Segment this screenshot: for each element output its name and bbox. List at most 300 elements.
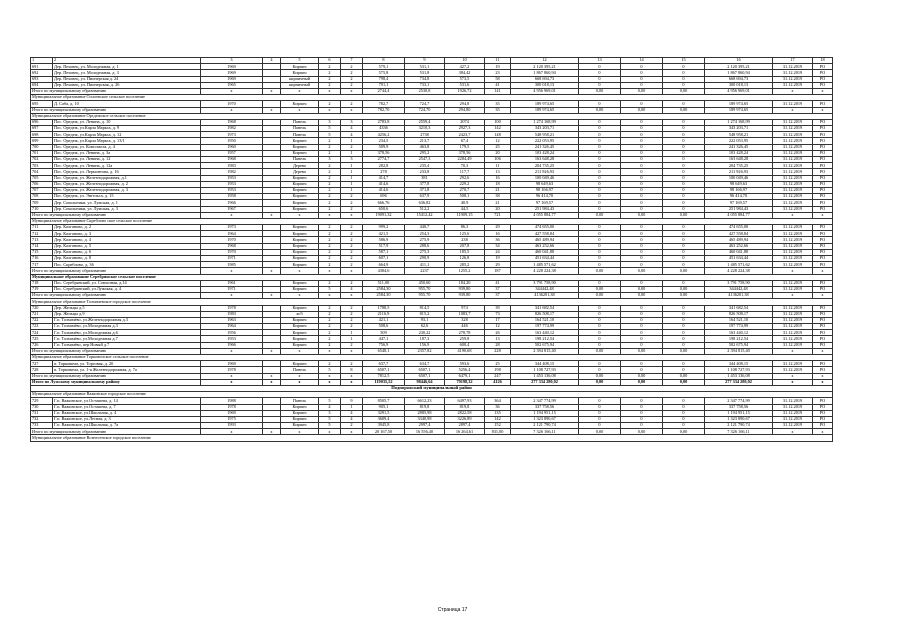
table-cell: 31.12.2019 <box>773 206 813 212</box>
table-cell: Г.п. Важинское, ул.Школьная, д. 4 <box>53 410 201 416</box>
table-cell: 2 <box>319 206 341 212</box>
table-cell: 328 <box>445 317 485 323</box>
table-cell: 460 041,88 <box>511 249 579 255</box>
table-cell: РО <box>813 150 833 156</box>
table-cell: Г.п. Толмачёво, ул.Молодежная д.6 <box>53 330 201 336</box>
table-cell: 31.12.2019 <box>773 342 813 348</box>
table-cell: 0 <box>621 398 663 404</box>
table-cell: 411,1 <box>405 262 445 268</box>
table-cell: 19 <box>485 256 511 262</box>
table-cell: 0 <box>579 132 621 138</box>
table-cell: 0 <box>579 262 621 268</box>
table-cell: 141 <box>485 88 511 94</box>
table-cell: 705 <box>31 175 53 181</box>
table-cell: x <box>341 88 363 94</box>
table-cell: 235,4 <box>405 163 445 169</box>
table-cell: 0,00 <box>579 373 621 379</box>
table-cell: 20 167,50 <box>363 429 405 435</box>
table-cell: 16 <box>705 58 773 64</box>
table-cell: 1 323 890,67 <box>511 416 579 422</box>
table-cell: 0 <box>621 416 663 422</box>
table-cell: 2 394 815,40 <box>511 348 579 354</box>
table-cell: 1969 <box>201 70 263 76</box>
table-cell: 31.12.2019 <box>773 169 813 175</box>
table-cell: 39 <box>485 305 511 311</box>
table-cell: 13 <box>485 169 511 175</box>
table-cell: 277 334 280,02 <box>705 379 773 385</box>
table-cell: 0 <box>621 342 663 348</box>
table-cell: Кирпич <box>281 324 319 330</box>
table-cell: 1969 <box>201 361 263 367</box>
table-cell: 26 <box>485 330 511 336</box>
table-cell: 721 <box>31 311 53 317</box>
table-cell: x <box>773 373 813 379</box>
table-cell: 695 <box>31 101 53 107</box>
table-cell: 211 926,93 <box>705 169 773 175</box>
table-cell: 0,00 <box>621 286 663 292</box>
table-cell: 1 108 727,93 <box>511 367 579 373</box>
table-cell: 251 984,43 <box>511 206 579 212</box>
table-cell: 1964 <box>201 231 263 237</box>
table-cell: 5 <box>319 423 341 429</box>
table-cell: x <box>319 88 341 94</box>
table-cell: 460 041,88 <box>705 249 773 255</box>
table-cell: 25 <box>485 361 511 367</box>
table-cell: 31.12.2019 <box>773 101 813 107</box>
table-cell: 0 <box>663 126 705 132</box>
table-cell: 0,00 <box>579 212 621 218</box>
table-cell: 2 <box>341 82 363 88</box>
table-cell: 285,2 <box>445 262 485 268</box>
table-cell: 1 274 168,99 <box>511 119 579 125</box>
table-cell: 1961 <box>201 280 263 286</box>
table-cell: Кирпич <box>281 249 319 255</box>
table-cell: 2 <box>341 64 363 70</box>
table-cell: Кирпич <box>281 280 319 286</box>
table-cell: 1 <box>341 187 363 193</box>
table-cell: 0 <box>579 144 621 150</box>
table-cell: x <box>263 212 281 218</box>
table-cell: 31.12.2019 <box>773 324 813 330</box>
table-cell: 0 <box>621 367 663 373</box>
table-cell: 270,7 <box>445 187 485 193</box>
table-cell: 2 <box>319 64 341 70</box>
table-cell: 98 166,97 <box>705 187 773 193</box>
table-cell: 0 <box>621 187 663 193</box>
table-cell: 463 252,66 <box>511 243 579 249</box>
table-cell: 31.12.2019 <box>773 163 813 169</box>
table-cell: РО <box>813 126 833 132</box>
table-cell: 0 <box>663 280 705 286</box>
table-cell: 98446,64 <box>405 379 445 385</box>
table-cell: 508,6 <box>363 324 405 330</box>
table-cell: РО <box>813 101 833 107</box>
table-cell: 378,56 <box>363 150 405 156</box>
table-cell: Итого по муниципальному образованию <box>31 348 201 354</box>
table-cell: 189 974,65 <box>705 101 773 107</box>
table-cell: 586,9 <box>363 237 405 243</box>
table-cell: 31.12.2019 <box>773 262 813 268</box>
table-cell: 2 <box>319 163 341 169</box>
table-cell: 5 <box>319 367 341 373</box>
table-cell: 2 <box>319 138 341 144</box>
table-cell: x <box>813 268 833 274</box>
table-cell: x <box>813 379 833 385</box>
table-cell: 440,7 <box>405 225 445 231</box>
table-cell: 229,2 <box>445 181 485 187</box>
table-cell: 731 <box>31 410 53 416</box>
table-cell: 691 <box>31 64 53 70</box>
table-cell: 728 <box>31 367 53 373</box>
table-cell: x <box>341 212 363 218</box>
table-cell: 0 <box>621 317 663 323</box>
table-cell: п. Торковичи, ул. 1-я Железнодорожная, д. 7а <box>53 367 201 373</box>
table-cell: 238 <box>445 237 485 243</box>
table-cell: 3226,89 <box>445 416 485 422</box>
table-cell: x <box>201 107 263 113</box>
table-cell: 0 <box>663 169 705 175</box>
table-cell: 0 <box>663 64 705 70</box>
table-cell: x <box>341 429 363 435</box>
table-cell: РО <box>813 132 833 138</box>
table-cell: 1966 <box>201 342 263 348</box>
table-cell: 733 <box>31 423 53 429</box>
table-cell: 31.12.2019 <box>773 200 813 206</box>
table-cell: 97 169,57 <box>511 200 579 206</box>
table-cell: 1967 <box>201 206 263 212</box>
table-cell: 384,42 <box>445 70 485 76</box>
table-cell: 711 <box>31 225 53 231</box>
table-cell: 198 212,54 <box>511 336 579 342</box>
table-cell: 1 108 727,93 <box>705 367 773 373</box>
table-cell: 341 682,54 <box>705 305 773 311</box>
table-cell: 0 <box>663 398 705 404</box>
table-cell: 0,00 <box>579 268 621 274</box>
table-cell: 5 <box>319 286 341 292</box>
table-cell: 275,3 <box>405 249 445 255</box>
table-cell: 300 018,13 <box>705 82 773 88</box>
table-cell: РО <box>813 280 833 286</box>
table-cell: 2 121 790,74 <box>511 423 579 429</box>
table-cell: 2559,4 <box>405 119 445 125</box>
table-cell: 207,8 <box>445 243 485 249</box>
table-cell: x <box>263 107 281 113</box>
table-cell: 0,00 <box>621 373 663 379</box>
table-cell: 31.12.2019 <box>773 76 813 82</box>
table-cell: 7812,5 <box>363 373 405 379</box>
table-cell: 31.12.2019 <box>773 119 813 125</box>
table-cell: 668 694,73 <box>511 76 579 82</box>
table-cell: 593,6 <box>445 361 485 367</box>
table-cell: 2 347 774,99 <box>511 398 579 404</box>
table-cell: Муниципальное образование Оллоевское сельское поселение <box>31 95 833 101</box>
table-cell: 0 <box>663 175 705 181</box>
table-cell: 0 <box>579 416 621 422</box>
table-cell: 3 <box>319 157 341 163</box>
table-cell: 0 <box>621 361 663 367</box>
table-cell: 0 <box>663 70 705 76</box>
table-cell: x <box>319 379 341 385</box>
table-cell: 31.12.2019 <box>773 126 813 132</box>
table-cell: 0 <box>663 324 705 330</box>
table-cell: 1969 <box>201 410 263 416</box>
table-cell: 0 <box>621 404 663 410</box>
table-cell: 6497,93 <box>445 398 485 404</box>
table-cell: 344 408,15 <box>511 361 579 367</box>
table-cell: 36 <box>485 237 511 243</box>
table-cell: 142 <box>485 416 511 422</box>
table-cell: 1 <box>341 175 363 181</box>
table-cell: 31.12.2019 <box>773 423 813 429</box>
table-cell: 197 774,99 <box>511 324 579 330</box>
table-cell: 21 <box>485 187 511 193</box>
table-cell: 31.12.2019 <box>773 256 813 262</box>
table-cell: 1969 <box>201 76 263 82</box>
table-cell: 117,7 <box>445 169 485 175</box>
table-cell: 0 <box>621 70 663 76</box>
table-cell: 96 414,70 <box>511 194 579 200</box>
table-cell: Панель <box>281 119 319 125</box>
table-cell: 0 <box>579 256 621 262</box>
table-cell: 548 958,21 <box>511 132 579 138</box>
table-cell: Дер. Пеховец, ул. Молодежная, д. 1 <box>53 64 201 70</box>
table-cell: 35 <box>485 107 511 113</box>
table-cell: Д. Саба, д. 10 <box>53 101 201 107</box>
table-cell: x <box>813 429 833 435</box>
table-cell: 2 <box>319 330 341 336</box>
table-cell: 729 <box>31 398 53 404</box>
table-cell: Панель <box>281 398 319 404</box>
table-cell: 62,6 <box>405 324 445 330</box>
table-cell: 230,22 <box>405 330 445 336</box>
table-cell: 67,4 <box>445 138 485 144</box>
table-cell: 31.12.2019 <box>773 194 813 200</box>
table-cell: 9 <box>341 398 363 404</box>
table-cell: 31.12.2019 <box>773 367 813 373</box>
table-cell: Подпорожский муниципальный район <box>31 385 833 391</box>
table-cell: 294,8 <box>445 101 485 107</box>
table-cell: 19091,32 <box>363 212 405 218</box>
table-cell: 20 <box>485 150 511 156</box>
table-cell: Итого по Лужскому муниципальному району <box>31 379 201 385</box>
table-cell: 0 <box>663 311 705 317</box>
table-cell: 34 <box>485 243 511 249</box>
table-cell: 0 <box>663 144 705 150</box>
table-cell: 955,70 <box>405 286 445 292</box>
table-cell: 531,1 <box>405 64 445 70</box>
table-cell: Кирпич <box>281 416 319 422</box>
table-cell: 36 <box>485 404 511 410</box>
table-cell: 300 018,13 <box>511 82 579 88</box>
table-cell: 1971 <box>201 286 263 292</box>
table-cell: x <box>341 268 363 274</box>
table-cell: 344442,48 <box>705 286 773 292</box>
table-cell: x <box>813 88 833 94</box>
table-cell: 698 <box>31 132 53 138</box>
table-cell: Итого по муниципальному образованию <box>31 107 201 113</box>
table-cell: 2530,8 <box>405 88 445 94</box>
table-cell: 10 <box>445 58 485 64</box>
table-cell: 29 <box>485 262 511 268</box>
table-cell: Г.п. Важинское, ул.Школьная, д. 7а <box>53 423 201 429</box>
table-cell: 251 984,43 <box>705 206 773 212</box>
table-cell: 502 675,94 <box>511 342 579 348</box>
table-cell: 5 <box>281 58 319 64</box>
table-cell: 15 <box>663 58 705 64</box>
table-cell: 0 <box>579 361 621 367</box>
table-body <box>31 58 833 442</box>
table-cell: 0 <box>621 150 663 156</box>
table-cell: 531,8 <box>405 70 445 76</box>
table-cell: 2 <box>319 194 341 200</box>
table-cell: 1788,5 <box>363 305 405 311</box>
table-cell: 337 758,56 <box>705 404 773 410</box>
table-cell: 2357,82 <box>405 348 445 354</box>
table-cell: 13 <box>485 336 511 342</box>
table-cell: 31.12.2019 <box>773 416 813 422</box>
table-cell: 163 440,12 <box>511 330 579 336</box>
table-cell: 2 <box>341 249 363 255</box>
table-cell: РО <box>813 410 833 416</box>
table-cell: 4256,2 <box>363 132 405 138</box>
table-cell: 0 <box>663 262 705 268</box>
table-cell: 1973 <box>201 225 263 231</box>
table-cell: 204 735,25 <box>705 163 773 169</box>
table-cell: Кирпич <box>281 101 319 107</box>
table-cell: 0,00 <box>663 379 705 385</box>
table-cell: 0 <box>579 231 621 237</box>
table-cell: 0 <box>663 317 705 323</box>
table-cell: РО <box>813 76 833 82</box>
table-cell: 3 791 758,90 <box>705 280 773 286</box>
table-cell: 511,00 <box>363 280 405 286</box>
table-cell: 1 453 136,08 <box>511 373 579 379</box>
table-cell: 1953 <box>201 181 263 187</box>
table-cell: 31.12.2019 <box>773 144 813 150</box>
table-cell: Итого по муниципальному образованию <box>31 268 201 274</box>
table-cell: 18 <box>813 58 833 64</box>
table-cell: 0 <box>663 187 705 193</box>
table-cell: Пос. Оредеж, ул. Лермонтова, д. 16 <box>53 169 201 175</box>
table-cell: Дер. Пеховец, ул. Молодежная, д. 3 <box>53 70 201 76</box>
table-cell: 1968 <box>201 119 263 125</box>
table-cell: Г.п. Толмачёво, ул.Молодежная д.3 <box>53 324 201 330</box>
table-cell: 0,00 <box>621 379 663 385</box>
table-cell: 722 <box>31 317 53 323</box>
table-cell: 0 <box>663 76 705 82</box>
table-cell: 4 <box>341 410 363 416</box>
table-cell: 0,00 <box>579 429 621 435</box>
table-cell: 377,8 <box>405 181 445 187</box>
table-cell: 0 <box>663 157 705 163</box>
table-cell: 0 <box>663 367 705 373</box>
table-cell: 955,70 <box>405 293 445 299</box>
table-cell: 724 <box>31 330 53 336</box>
table-cell: 184,20 <box>445 280 485 286</box>
table-cell: 474 655,00 <box>705 225 773 231</box>
table-cell: 290,9 <box>405 256 445 262</box>
table-cell: Пос. Серебрянский, ул.Лужская, д. 4 <box>53 286 201 292</box>
table-cell: РО <box>813 163 833 169</box>
table-cell: 0,00 <box>663 373 705 379</box>
table-cell: РО <box>813 336 833 342</box>
page-number: Страница 17 <box>437 607 468 613</box>
table-cell: 2 <box>319 336 341 342</box>
housing-register-table <box>30 57 833 442</box>
table-cell: 17 <box>485 317 511 323</box>
table-cell: 0 <box>663 231 705 237</box>
table-cell: РО <box>813 138 833 144</box>
table-cell: 0 <box>621 157 663 163</box>
table-cell: 31.12.2019 <box>773 249 813 255</box>
table-cell: 819,8 <box>405 404 445 410</box>
table-cell: 163 648,28 <box>511 157 579 163</box>
table-cell: 86,3 <box>445 225 485 231</box>
table-cell: 0 <box>579 410 621 416</box>
table-cell: Дер. Калганово, д. 6 <box>53 249 201 255</box>
table-cell: 791,1 <box>363 82 405 88</box>
table-cell: 0 <box>663 206 705 212</box>
table-cell: 0 <box>579 305 621 311</box>
table-cell: 0 <box>663 423 705 429</box>
table-cell: 2 <box>341 423 363 429</box>
table-cell: 573,5 <box>445 76 485 82</box>
table-cell: 0,00 <box>663 286 705 292</box>
table-cell: 31.12.2019 <box>773 311 813 317</box>
table-cell: 213,7 <box>405 138 445 144</box>
table-cell: 579,1 <box>363 64 405 70</box>
table-cell: 24 <box>485 249 511 255</box>
table-cell: Итого по муниципальному образованию <box>31 88 201 94</box>
table-cell: 31.12.2019 <box>773 237 813 243</box>
table-cell: x <box>319 429 341 435</box>
table-cell: 148 <box>485 132 511 138</box>
table-cell: 1983 <box>201 163 263 169</box>
table-cell: 31.12.2019 <box>773 132 813 138</box>
table-cell: 1 <box>341 138 363 144</box>
table-cell: 717 <box>31 262 53 268</box>
table-cell: РО <box>813 243 833 249</box>
table-cell: 341 682,54 <box>511 305 579 311</box>
table-cell: Дер. Пеховец, ул. Пионерская д. 24 <box>53 76 201 82</box>
table-cell: x <box>281 268 319 274</box>
table-cell: РО <box>813 249 833 255</box>
table-cell: 0 <box>663 410 705 416</box>
table-cell: 509,9 <box>363 144 405 150</box>
table-cell: 2 <box>341 194 363 200</box>
table-cell: 2 <box>319 243 341 249</box>
table-cell: 1985 <box>201 262 263 268</box>
table-cell: 2 <box>319 280 341 286</box>
table-cell: 0 <box>621 181 663 187</box>
table-cell: x <box>201 212 263 218</box>
table-cell: Кирпич <box>281 194 319 200</box>
table-cell: Дер. Калганово, д. 2 <box>53 225 201 231</box>
table-cell: Кирпич <box>281 144 319 150</box>
table-cell: 0 <box>579 404 621 410</box>
table-cell: 709 <box>31 200 53 206</box>
table-cell: 2 <box>341 225 363 231</box>
table-cell: 125,6 <box>445 231 485 237</box>
table-cell: 636,82 <box>405 200 445 206</box>
table-cell: 17 <box>773 58 813 64</box>
table-cell: 41 <box>485 280 511 286</box>
table-cell: Г.п. Важинское, ул.Осташева, д. 14 <box>53 398 201 404</box>
table-cell: 696 <box>31 119 53 125</box>
table-cell: 0,00 <box>663 268 705 274</box>
table-cell: 31.12.2019 <box>773 280 813 286</box>
table-cell: x <box>341 348 363 354</box>
